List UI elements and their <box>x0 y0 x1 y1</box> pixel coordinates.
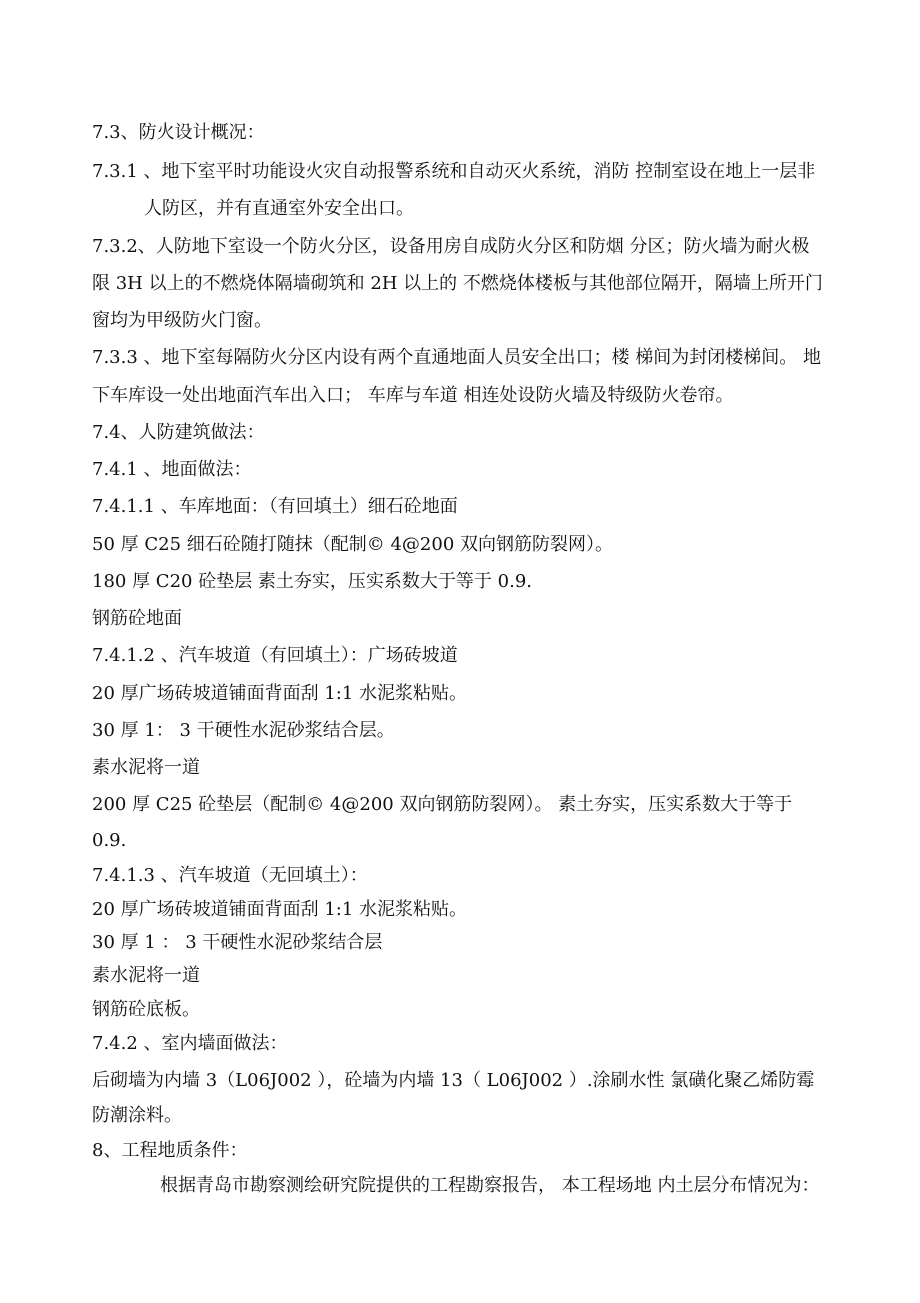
text-line: 50 厚 C25 细石砼随打随抹（配制© 4@200 双向钢筋防裂网）。 <box>92 534 613 555</box>
text-line: 200 厚 C25 砼垫层（配制© 4@200 双向钢筋防裂网）。 素土夯实，压实系数大于等于 <box>92 794 793 815</box>
text-line: 7.3.1 、地下室平时功能设火灾自动报警系统和自动灭火系统，消防 控制室设在地上一层非 <box>92 161 816 182</box>
text-line: 根据青岛市勘察测绘研究院提供的工程勘察报告， 本工程场地 内土层分布情况为： <box>160 1175 820 1196</box>
text-line: 窗均为甲级防火门窗。 <box>92 310 272 331</box>
text-line: 30 厚 1： 3 干硬性水泥砂浆结合层。 <box>92 720 395 741</box>
text-line: 素水泥将一道 <box>92 965 200 986</box>
text-line: 30 厚 1 ： 3 干硬性水泥砂浆结合层 <box>92 932 383 953</box>
text-line: 限 3H 以上的不燃烧体隔墙砌筑和 2H 以上的 不燃烧体楼板与其他部位隔开，隔墙上所开门 <box>92 273 823 294</box>
text-line: 180 厚 C20 砼垫层 素土夯实，压实系数大于等于 0.9. <box>92 571 532 592</box>
subsection-heading: 7.4.2 、室内墙面做法： <box>92 1033 288 1054</box>
text-line: 7.3.3 、地下室每隔防火分区内设有两个直通地面人员安全出口；楼 梯间为封闭楼梯间。 地 <box>92 347 821 368</box>
subsection-heading: 7.4.1.2 、汽车坡道（有回填土）：广场砖坡道 <box>92 645 458 666</box>
subsection-heading: 7.4.1 、地面做法： <box>92 459 252 480</box>
text-line: 后砌墙为内墙 3（L06J002 ），砼墙为内墙 13（ L06J002 ）.涂刷水性 氯磺化聚乙烯防霉 <box>92 1070 815 1091</box>
text-line: 防潮涂料。 <box>92 1105 182 1126</box>
subsection-heading: 7.4.1.1 、车库地面：（有回填土）细石砼地面 <box>92 496 458 517</box>
section-heading-8: 8、工程地质条件： <box>92 1140 248 1161</box>
text-line: 人防区，并有直通室外安全出口。 <box>144 198 414 219</box>
section-heading-7-3: 7.3、防火设计概况： <box>92 122 265 143</box>
text-line: 钢筋砼地面 <box>92 608 182 629</box>
text-line: 素水泥将一道 <box>92 757 200 778</box>
text-line: 下车库设一处出地面汽车出入口； 车库与车道 相连处设防火墙及特级防火卷帘。 <box>92 385 734 406</box>
section-heading-7-4: 7.4、人防建筑做法： <box>92 422 265 443</box>
text-line: 20 厚广场砖坡道铺面背面刮 1:1 水泥浆粘贴。 <box>92 899 468 920</box>
text-line: 7.3.2、人防地下室设一个防火分区，设备用房自成防火分区和防烟 分区；防火墙为耐火极 <box>92 236 810 257</box>
text-line: 20 厚广场砖坡道铺面背面刮 1:1 水泥浆粘贴。 <box>92 683 468 704</box>
subsection-heading: 7.4.1.3 、汽车坡道（无回填土）： <box>92 865 368 886</box>
text-line: 钢筋砼底板。 <box>92 999 200 1020</box>
text-line: 0.9. <box>92 830 127 851</box>
